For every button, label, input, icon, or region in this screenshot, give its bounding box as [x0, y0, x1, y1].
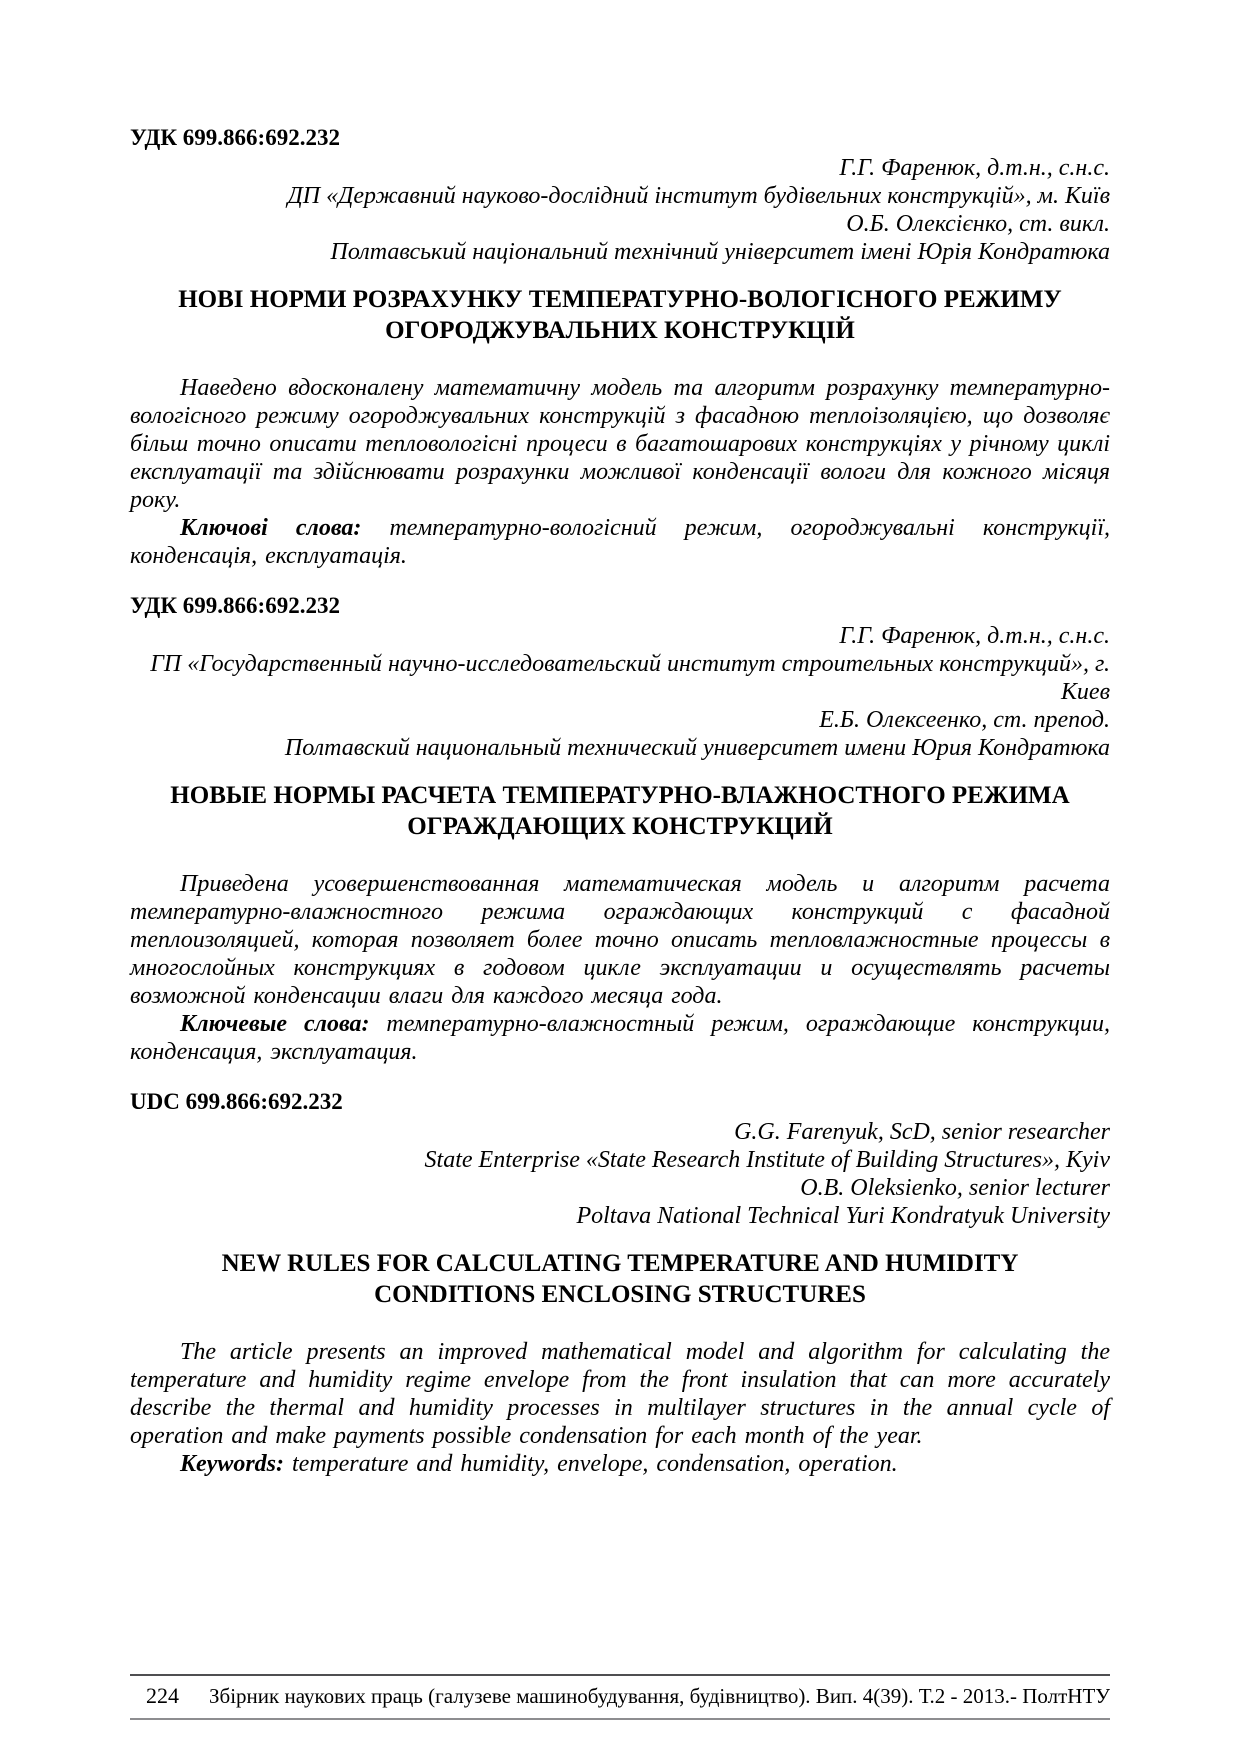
affiliation-line: Poltava National Technical Yuri Kondratyuk University [576, 1203, 1110, 1229]
affiliation-line: Полтавський національний технічний університет імені Юрія Кондратюка [330, 239, 1110, 265]
keywords-label-uk: Ключові слова: [180, 515, 362, 541]
article-title-en: NEW RULES FOR CALCULATING TEMPERATURE AND HUMIDITY CONDITIONS ENCLOSING STRUCTURES [221, 1250, 1019, 1308]
keywords-en [130, 1450, 1110, 1478]
abstract-en: The article presents an improved mathematical model and algorithm for calculating the temperature and humidity regime envelope from the front insulation that can more accurately describe the thermal and humidity processes in multilayer structures in the annual cycle of operation and make payments possible condensation for each month of the year. [130, 1339, 1110, 1449]
keywords-label-ru: Ключевые слова: [180, 1011, 370, 1037]
affiliation-line: Полтавский национальный технический университет имени Юрия Кондратюка [284, 735, 1110, 761]
section-ukrainian [130, 124, 1110, 570]
author-line: G.G. Farenyuk, ScD, senior researcher [734, 1119, 1110, 1145]
keywords-ru [130, 1010, 1110, 1066]
page-footer [130, 1674, 1110, 1720]
keywords-text-ru: температурно-влажностный режим, ограждающие конструкции, конденсация, эксплуатация. [130, 1011, 1111, 1065]
author-line: Г.Г. Фаренюк, д.т.н., с.н.с. [839, 155, 1110, 181]
keywords-uk [130, 514, 1110, 570]
author-block-en [130, 1118, 1110, 1230]
affiliation-line: ДП «Державний науково-дослідний інститут будівельних конструкцій», м. Київ [287, 183, 1110, 209]
keywords-text-uk: температурно-вологісний режим, огороджувальні конструкції, конденсація, експлуатація. [130, 515, 1110, 569]
page-number: 224 [146, 1683, 179, 1708]
author-line: Г.Г. Фаренюк, д.т.н., с.н.с. [839, 623, 1110, 649]
abstract-ru: Приведена усовершенствованная математическая модель и алгоритм расчета температурно-влажностного режима ограждающих конструкций с фасадной теплоизоляцией, которая позволяет более точно описать тепловлажностные процессы в многослойных конструкциях в годовом цикле эксплуатации и осуществлять расчеты возможной конденсации влаги для каждого месяца года. [130, 871, 1110, 1009]
section-russian [130, 592, 1110, 1066]
udc-code-ru: УДК 699.866:692.232 [130, 593, 340, 618]
author-line: Е.Б. Олексеенко, ст. препод. [819, 707, 1110, 733]
keywords-label-en: Keywords: [180, 1451, 284, 1477]
keywords-text-en: temperature and humidity, envelope, condensation, operation. [284, 1451, 898, 1477]
author-line: О.Б. Олексієнко, ст. викл. [846, 211, 1110, 237]
section-english [130, 1088, 1110, 1478]
affiliation-line: ГП «Государственный научно-исследовательский институт строительных конструкций», г. Киев [150, 651, 1110, 705]
article-title-ru: НОВЫЕ НОРМЫ РАСЧЕТА ТЕМПЕРАТУРНО-ВЛАЖНОСТНОГО РЕЖИМА ОГРАЖДАЮЩИХ КОНСТРУКЦИЙ [170, 782, 1070, 840]
author-line: O.B. Oleksienko, senior lecturer [800, 1175, 1110, 1201]
affiliation-line: State Enterprise «State Research Institute of Building Structures», Kyiv [424, 1147, 1110, 1173]
udc-code-en: UDC 699.866:692.232 [130, 1089, 343, 1114]
abstract-uk: Наведено вдосконалену математичну модель та алгоритм розрахунку температурно-вологісного режиму огороджувальних конструкцій з фасадною теплоізоляцією, що дозволяє більш точно описати тепловологісні процеси в багатошарових конструкціях у річному циклі експлуатації та здійснювати розрахунки можливої конденсації вологи для кожного місяця року. [130, 375, 1110, 513]
article-title-uk: НОВІ НОРМИ РОЗРАХУНКУ ТЕМПЕРАТУРНО-ВОЛОГІСНОГО РЕЖИМУ ОГОРОДЖУВАЛЬНИХ КОНСТРУКЦІЙ [178, 286, 1062, 344]
author-block-uk [130, 154, 1110, 266]
author-block-ru [130, 622, 1110, 762]
journal-citation: Збірник наукових праць (галузеве машинобудування, будівництво). Вип. 4(39). Т.2 - 2013.- ПолтНТУ [209, 1684, 1110, 1708]
page-content [130, 124, 1110, 1478]
udc-code-uk: УДК 699.866:692.232 [130, 125, 340, 150]
